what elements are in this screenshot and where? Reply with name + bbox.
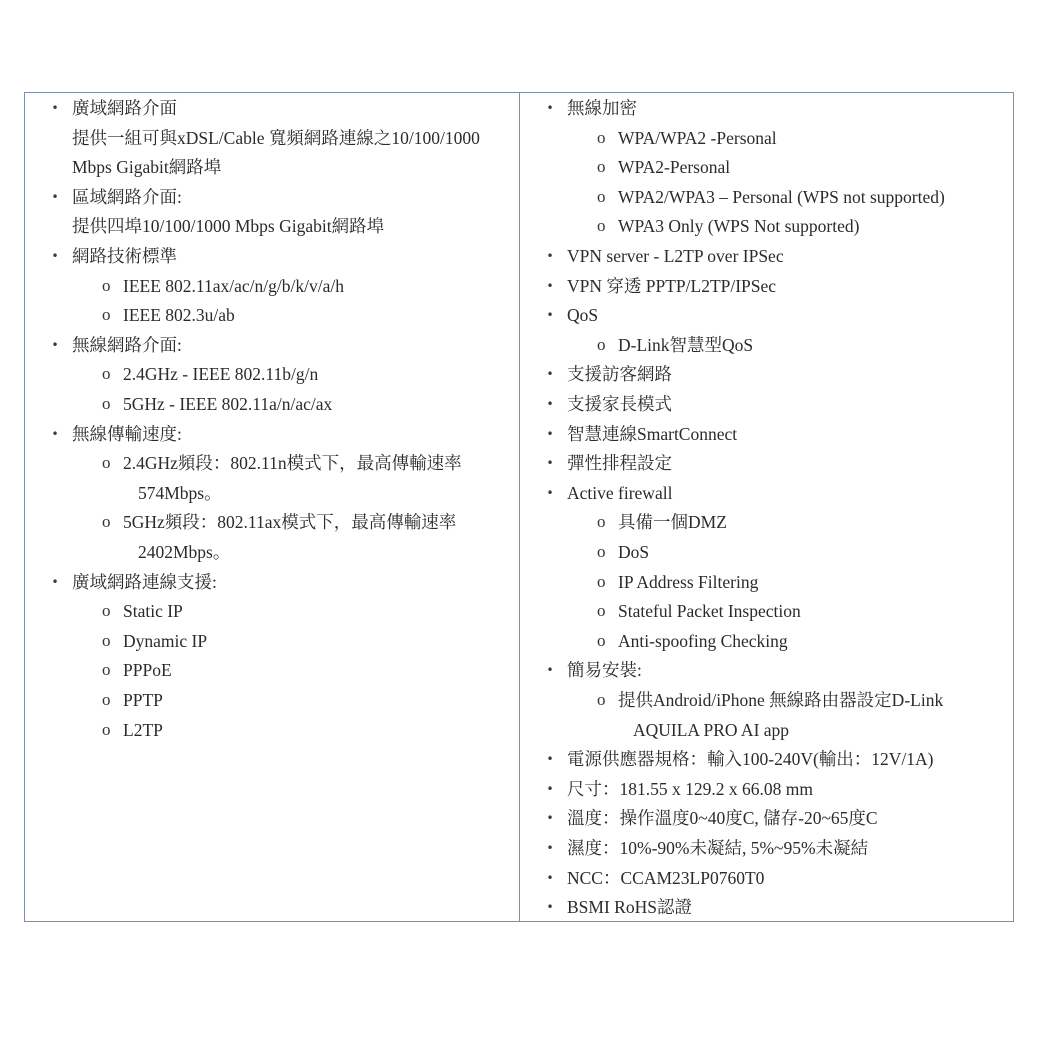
sub-bullet-icon: o <box>102 275 111 295</box>
bullet-icon: • <box>546 308 554 323</box>
spec-item <box>25 182 519 212</box>
spec-text: 提供一組可與xDSL/Cable 寬頻網路連線之10/100/1000 <box>72 127 480 148</box>
spec-text: 簡易安裝: <box>567 660 642 681</box>
spec-text: D-Link智慧型QoS <box>618 334 754 355</box>
spec-subitem <box>25 300 519 330</box>
spec-item <box>520 93 1013 123</box>
spec-subitem <box>25 715 519 745</box>
spec-continuation <box>25 211 519 241</box>
spec-continuation <box>520 715 1013 745</box>
spec-text: Static IP <box>123 601 183 622</box>
spec-text: 支援家長模式 <box>567 394 672 414</box>
spec-subitem <box>520 330 1013 360</box>
spec-text: 提供Android/iPhone 無線路由器設定D-Link <box>618 690 944 710</box>
spec-item <box>25 93 519 123</box>
spec-item <box>520 241 1013 271</box>
spec-text: 濕度：10%-90%未凝結, 5%~95%未凝結 <box>567 838 869 858</box>
right-column <box>520 93 1013 921</box>
spec-text: 彈性排程設定 <box>567 453 672 474</box>
spec-text: BSMI RoHS認證 <box>567 897 692 918</box>
spec-item <box>520 300 1013 330</box>
spec-text: L2TP <box>123 719 163 740</box>
spec-subitem <box>25 507 519 537</box>
spec-item <box>520 389 1013 419</box>
spec-text: IEEE 802.11ax/ac/n/g/b/k/v/a/h <box>123 275 344 296</box>
sub-bullet-icon: o <box>102 601 111 621</box>
spec-subitem <box>520 182 1013 212</box>
spec-text: 574Mbps。 <box>138 482 222 503</box>
spec-subitem <box>520 211 1013 241</box>
spec-text: NCC：CCAM23LP0760T0 <box>567 867 765 888</box>
spec-continuation <box>25 478 519 508</box>
spec-continuation <box>25 123 519 153</box>
bullet-icon: • <box>51 574 59 589</box>
bullet-icon: • <box>546 278 554 293</box>
spec-text: 廣域網路介面 <box>72 98 177 118</box>
bullet-icon: • <box>546 900 554 915</box>
spec-item <box>25 419 519 449</box>
spec-subitem <box>520 507 1013 537</box>
sub-bullet-icon: o <box>597 512 606 532</box>
bullet-icon: • <box>546 811 554 826</box>
spec-continuation <box>25 152 519 182</box>
bullet-icon: • <box>546 870 554 885</box>
spec-text: IP Address Filtering <box>618 571 759 592</box>
sub-bullet-icon: o <box>597 186 606 206</box>
spec-subitem <box>25 271 519 301</box>
spec-text: Dynamic IP <box>123 630 208 651</box>
spec-text: WPA3 Only (WPS Not supported) <box>618 216 860 237</box>
sub-bullet-icon: o <box>597 690 606 709</box>
spec-text: QoS <box>567 305 599 326</box>
spec-item <box>520 419 1013 449</box>
spec-text: 5GHz頻段：802.11ax模式下，最高傳輸速率 <box>123 512 457 533</box>
spec-subitem <box>25 389 519 419</box>
bullet-icon: • <box>51 101 59 115</box>
spec-item <box>520 833 1013 863</box>
spec-text: WPA2/WPA3 – Personal (WPS not supported) <box>618 186 945 207</box>
spec-text: PPPoE <box>123 660 172 681</box>
spec-item <box>25 330 519 360</box>
spec-continuation <box>25 537 519 567</box>
spec-item <box>520 803 1013 833</box>
spec-item <box>25 241 519 271</box>
spec-subitem <box>25 596 519 626</box>
bullet-icon: • <box>546 841 554 855</box>
spec-table <box>24 92 1014 922</box>
sub-bullet-icon: o <box>597 216 606 236</box>
spec-text: 5GHz - IEEE 802.11a/n/ac/ax <box>123 394 333 414</box>
bullet-icon: • <box>546 397 554 411</box>
spec-text: 網路技術標準 <box>72 246 177 266</box>
spec-subitem <box>520 596 1013 626</box>
spec-text: 2.4GHz頻段：802.11n模式下，最高傳輸速率 <box>123 453 462 474</box>
bullet-icon: • <box>51 249 59 263</box>
spec-item <box>520 744 1013 774</box>
spec-text: Anti-spoofing Checking <box>618 630 788 651</box>
bullet-icon: • <box>546 101 554 115</box>
spec-item <box>520 448 1013 478</box>
spec-text: DoS <box>618 542 650 562</box>
spec-subitem <box>520 626 1013 656</box>
spec-text: 尺寸：181.55 x 129.2 x 66.08 mm <box>567 778 813 799</box>
sub-bullet-icon: o <box>102 364 111 384</box>
left-column <box>25 93 520 921</box>
spec-text: 具備一個DMZ <box>618 512 727 533</box>
bullet-icon: • <box>51 426 59 441</box>
bullet-icon: • <box>546 456 554 471</box>
bullet-icon: • <box>546 663 554 678</box>
spec-text: PPTP <box>123 690 163 710</box>
spec-subitem <box>25 626 519 656</box>
spec-subitem <box>25 655 519 685</box>
spec-text: 溫度：操作溫度0~40度C, 儲存-20~65度C <box>567 808 878 829</box>
sub-bullet-icon: o <box>102 690 111 709</box>
spec-subitem <box>520 685 1013 715</box>
spec-subitem <box>25 448 519 478</box>
bullet-icon: • <box>546 752 554 767</box>
sub-bullet-icon: o <box>102 453 111 473</box>
spec-text: WPA/WPA2 -Personal <box>618 127 777 148</box>
sub-bullet-icon: o <box>597 542 606 561</box>
sub-bullet-icon: o <box>597 571 606 591</box>
sub-bullet-icon: o <box>102 394 111 413</box>
sub-bullet-icon: o <box>597 630 606 650</box>
spec-text: VPN 穿透 PPTP/L2TP/IPSec <box>567 275 777 296</box>
spec-subitem <box>520 152 1013 182</box>
spec-subitem <box>520 567 1013 597</box>
sub-bullet-icon: o <box>597 334 606 354</box>
bullet-icon: • <box>546 781 554 796</box>
sub-bullet-icon: o <box>102 660 111 680</box>
spec-text: WPA2-Personal <box>618 157 731 178</box>
sub-bullet-icon: o <box>597 127 606 147</box>
spec-text: 支援訪客網路 <box>567 364 672 385</box>
sub-bullet-icon: o <box>102 305 111 325</box>
bullet-icon: • <box>51 337 59 352</box>
spec-item <box>520 774 1013 804</box>
spec-text: 提供四埠10/100/1000 Mbps Gigabit網路埠 <box>72 216 385 237</box>
spec-item <box>520 892 1013 921</box>
sub-bullet-icon: o <box>597 157 606 177</box>
spec-subitem <box>25 685 519 715</box>
spec-item <box>520 863 1013 893</box>
spec-text: 無線加密 <box>567 98 637 118</box>
bullet-icon: • <box>546 367 554 382</box>
bullet-icon: • <box>546 249 554 263</box>
bullet-icon: • <box>546 485 554 500</box>
spec-text: 區域網路介面: <box>72 186 182 207</box>
spec-item <box>520 478 1013 508</box>
spec-text: 無線網路介面: <box>72 334 182 355</box>
spec-subitem <box>25 359 519 389</box>
bullet-icon: • <box>51 189 59 204</box>
spec-subitem <box>520 123 1013 153</box>
sub-bullet-icon: o <box>597 601 606 621</box>
sub-bullet-icon: o <box>102 512 111 532</box>
spec-item <box>520 655 1013 685</box>
spec-text: 2.4GHz - IEEE 802.11b/g/n <box>123 364 319 385</box>
spec-text: 廣域網路連線支援: <box>72 571 217 592</box>
spec-text: VPN server - L2TP over IPSec <box>567 246 784 266</box>
spec-subitem <box>520 537 1013 567</box>
spec-text: Active firewall <box>567 482 673 503</box>
spec-text: AQUILA PRO AI app <box>633 719 790 740</box>
spec-item <box>520 359 1013 389</box>
spec-item <box>25 567 519 597</box>
sub-bullet-icon: o <box>102 719 111 739</box>
spec-text: 2402Mbps。 <box>138 542 231 562</box>
sub-bullet-icon: o <box>102 630 111 650</box>
spec-text: IEEE 802.3u/ab <box>123 305 235 326</box>
spec-text: 無線傳輸速度: <box>72 423 182 444</box>
spec-text: 智慧連線SmartConnect <box>567 423 738 444</box>
spec-item <box>520 271 1013 301</box>
spec-text: 電源供應器規格：輸入100-240V(輸出：12V/1A) <box>567 749 934 770</box>
spec-text: Mbps Gigabit網路埠 <box>72 157 222 178</box>
spec-text: Stateful Packet Inspection <box>618 601 801 622</box>
bullet-icon: • <box>546 426 554 441</box>
